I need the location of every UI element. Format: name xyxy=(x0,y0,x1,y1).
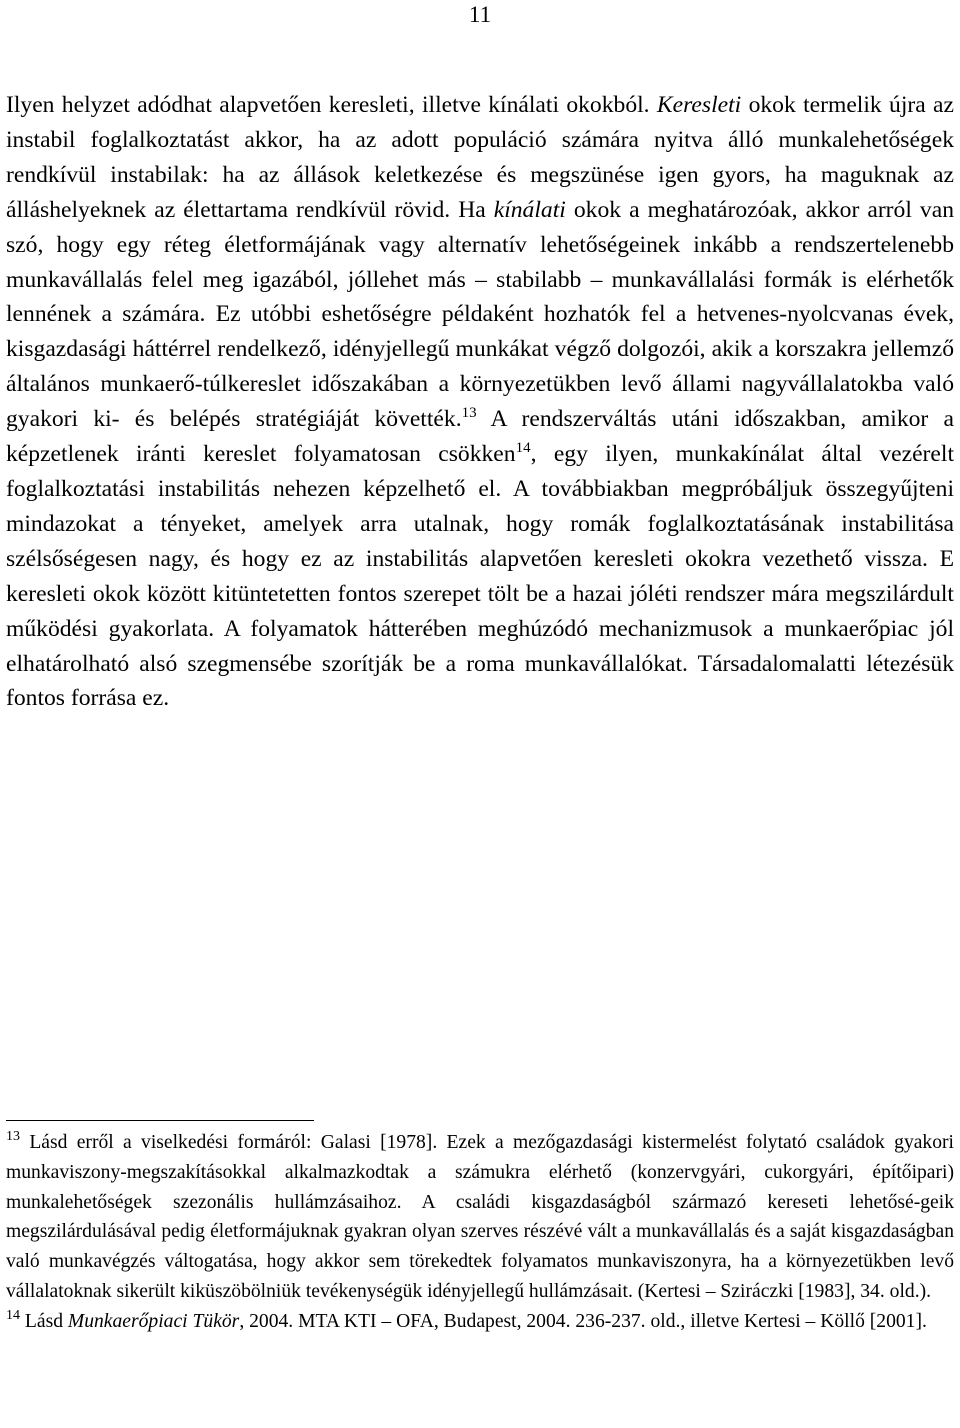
emphasis-kinalati: kínálati xyxy=(493,196,566,223)
main-paragraph xyxy=(6,88,954,716)
footnote-13-text: Lásd erről a viselkedési formáról: Galasi [1978]. Ezek a mezőgazdasági kistermelést folytató családok gyakori munkaviszony-megszakításokkal alkalmazkodtak a számukra elérhető (konzervgyári, cukorgyári, építőipari) munkalehetőségek szezonális hullámzásaihoz. A családi kisgazdaságból származó kereseti lehetősé-geik megszilárdulásával pedig életformájuknak gyakran olyan szerves részévé vált a munkavállalás és a saját kisgazdaságban való munkavégzés váltogatása, hogy akkor sem törekedtek folyamatos munkaviszonyra, ha a környezetükben levő vállalatoknak sikerült kiküszöbölniük tevékenységük idényjellegű hullámzásait. (Kertesi – Sziráczki [1983], 34. old.). xyxy=(6,1132,954,1302)
emphasis-keresleti: Keresleti xyxy=(656,92,742,118)
footnote-marker-13: 13 xyxy=(6,1129,20,1144)
footnote-marker-14: 14 xyxy=(6,1307,20,1323)
main-text xyxy=(6,88,954,716)
footnote-14-title: Munkaerőpiaci Tükör xyxy=(67,1310,240,1332)
page-number: 11 xyxy=(468,2,492,27)
footnote-14-text: Lásd xyxy=(20,1310,68,1332)
footnote-13 xyxy=(6,1128,954,1307)
text-run: A rendszerváltás utáni időszakban, amikor a képzetlenek iránti kereslet folyamatosan csökken xyxy=(6,406,955,468)
footnote-14-text: , 2004. MTA KTI – OFA, Budapest, 2004. 236-237. old., illetve Kertesi – Köllő [2001]. xyxy=(239,1310,927,1332)
footnote-ref-13: 13 xyxy=(461,405,477,422)
text-run: Ilyen helyzet adódhat alapvetően keresleti, illetve kínálati okokból. xyxy=(6,92,657,118)
text-run: okok termelik újra az instabil foglalkoztatást akkor, ha az adott populáció számára nyitva álló munkalehetőségek rendkívül instabilak: ha az állások keletkezése és megszünése igen gyors, ha maguknak az álláshelyeknek az élettartama rendkívül rövid. Ha xyxy=(6,92,954,223)
footnote-separator xyxy=(6,1120,314,1121)
text-run: , egy ilyen, munkakínálat által vezérelt foglalkoztatási instabilitás nehezen képzelhető el. A továbbiakban megpróbáljuk összegyűjteni mindazokat a tényeket, amelyek arra utalnak, hogy romák foglalkoztatásának instabilitása szélsőségesen nagy, és hogy ez az instabilitás alapvetően keresleti okokra vezethető vissza. E keresleti okok között kitüntetetten fontos szerepet tölt be a hazai jóléti rendszer mára megszilárdult működési gyakorlata. A folyamatok hátterében meghúzódó mechanizmusok a munkaerőpiac jól elhatárolható alsó szegmensébe szorítják be a roma munkavállalókat. Társadalomalatti létezésük fontos forrása ez. xyxy=(6,441,954,712)
text-run: okok a meghatározóak, akkor arról van szó, hogy egy réteg életformájának vagy alternatív lehetőségeinek inkább a rendszertelenebb munkavállalás felel meg igazából, jóllehet más – stabilabb – munkavállalási formák is elérhetők lennének a számára. Ez utóbbi eshetőségre példaként hozhatók fel a hetvenes-nyolcvanas évek, kisgazdasági háttérrel rendelkező, idényjellegű munkákat végző dolgozói, akik a korszakra jellemző általános munkaerő-túlkereslet időszakában a környezetükben levő állami nagyvállalatokba való gyakori ki- és belépés stratégiáját követték. xyxy=(6,196,954,433)
footnotes xyxy=(6,1128,954,1337)
footnote-ref-14: 14 xyxy=(515,440,531,457)
footnote-14 xyxy=(6,1307,954,1337)
